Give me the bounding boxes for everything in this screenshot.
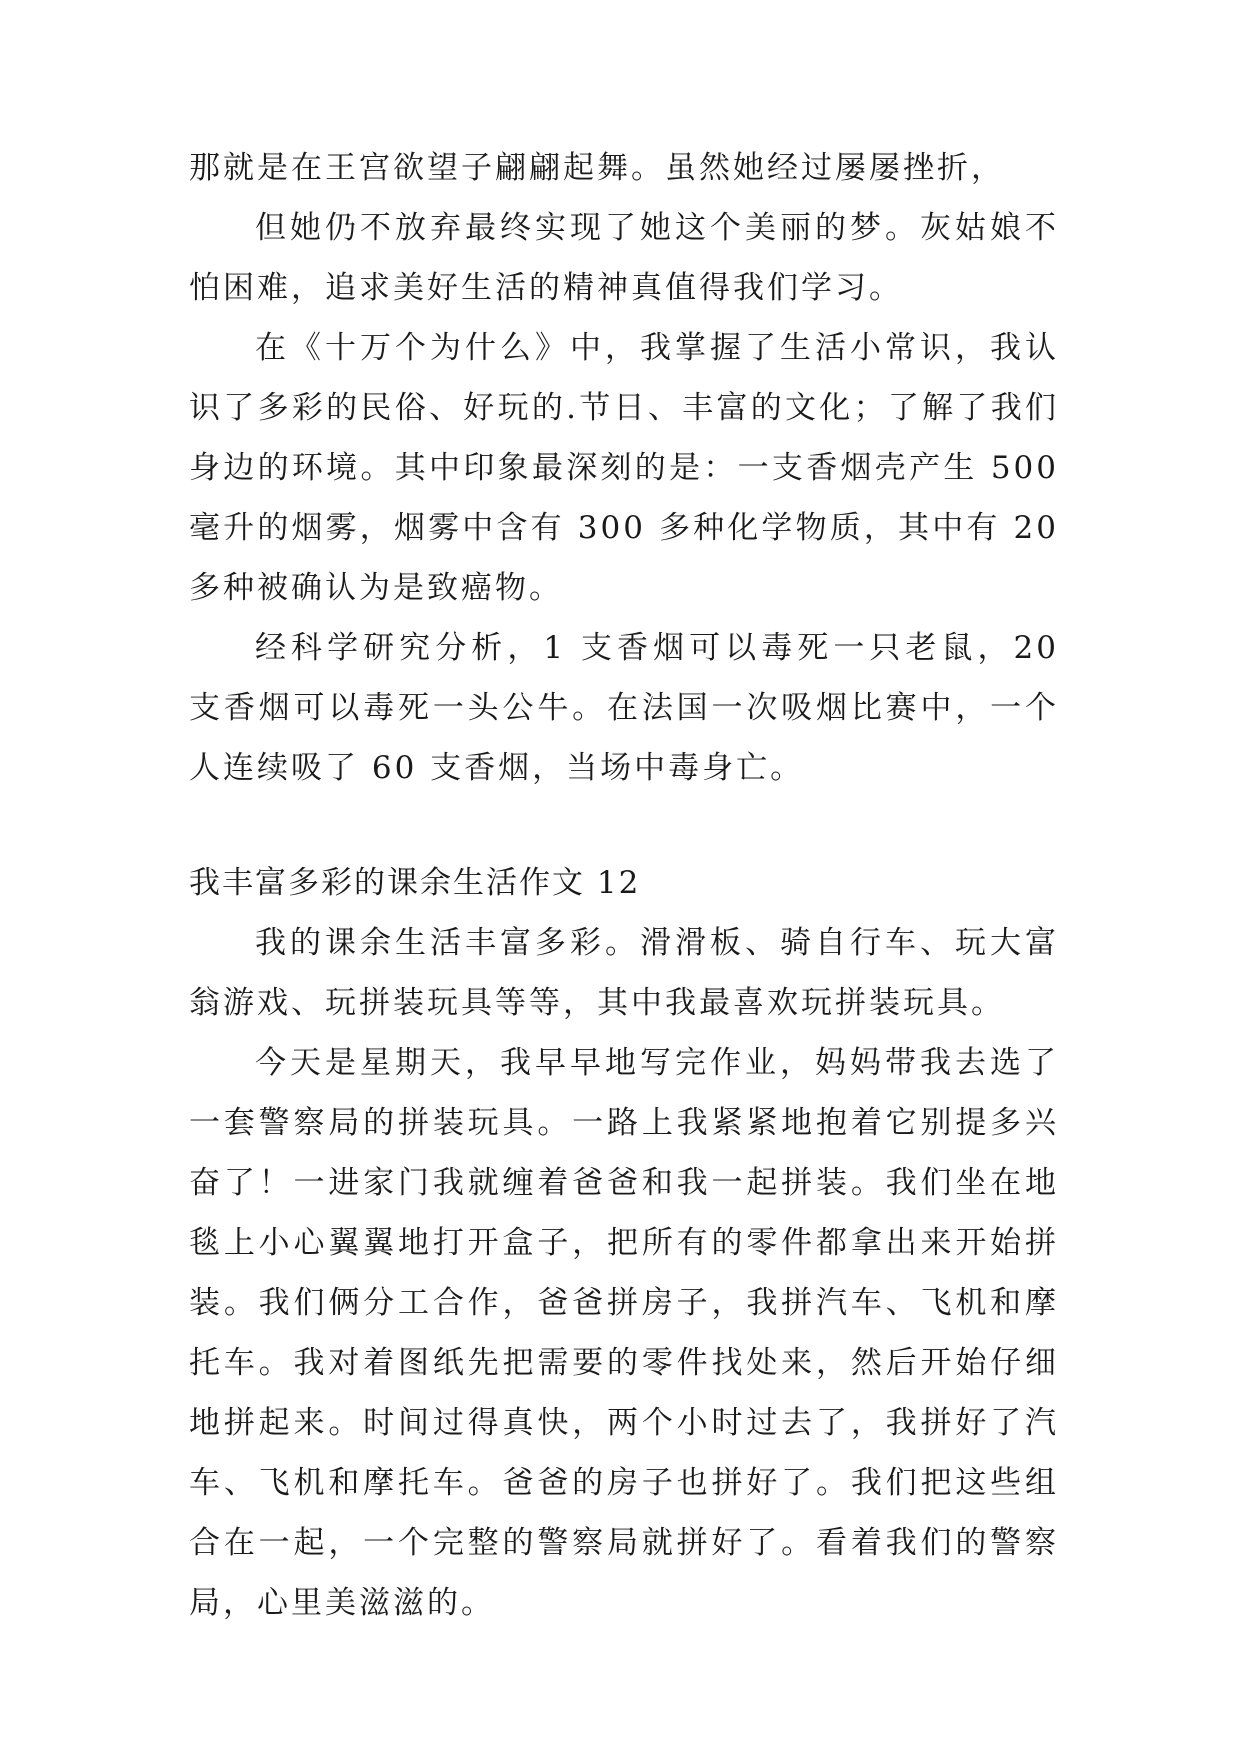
essay-title: 我丰富多彩的课余生活作文 12 [189,865,641,901]
section-two-body [189,913,1059,1633]
paragraph-police-station-toy: 今天是星期天，我早早地写完作业，妈妈带我去选了一套警察局的拼装玩具。一路上我紧紧地抱着它别提多兴奋了！一进家门我就缠着爸爸和我一起拼装。我们坐在地毯上小心翼翼地打开盒子，把所有的零件都拿出来开始拼装。我们俩分工合作，爸爸拼房子，我拼汽车、飞机和摩托车。我对着图纸先把需要的零件找处来，然后开始仔细地拼起来。时间过得真快，两个小时过去了，我拼好了汽车、飞机和摩托车。爸爸的房子也拼好了。我们把这些组合在一起，一个完整的警察局就拼好了。看着我们的警察局，心里美滋滋的。 [189,1045,1059,1621]
section-one-body [189,138,1059,798]
paragraph-cinderella-end: 那就是在王宫欲望子翩翩起舞。虽然她经过屡屡挫折， [189,150,1005,186]
paragraph-smoking-facts: 经科学研究分析，1 支香烟可以毒死一只老鼠，20 支香烟可以毒死一头公牛。在法国一次吸烟比赛中，一个人连续吸了 60 支香烟，当场中毒身亡。 [189,630,1059,786]
paragraph-cinderella-lesson: 但她仍不放弃最终实现了她这个美丽的梦。灰姑娘不怕困难，追求美好生活的精神真值得我们学习。 [189,210,1059,306]
paragraph-hobbies-intro: 我的课余生活丰富多彩。滑滑板、骑自行车、玩大富翁游戏、玩拼装玩具等等，其中我最喜欢玩拼装玩具。 [189,925,1059,1021]
paragraph-hundred-thousand-whys: 在《十万个为什么》中，我掌握了生活小常识，我认识了多彩的民俗、好玩的.节日、丰富的文化；了解了我们身边的环境。其中印象最深刻的是：一支香烟壳产生 500 毫升的烟雾，烟雾中含有 300 多种化学物质，其中有 20 多种被确认为是致癌物。 [189,330,1059,606]
